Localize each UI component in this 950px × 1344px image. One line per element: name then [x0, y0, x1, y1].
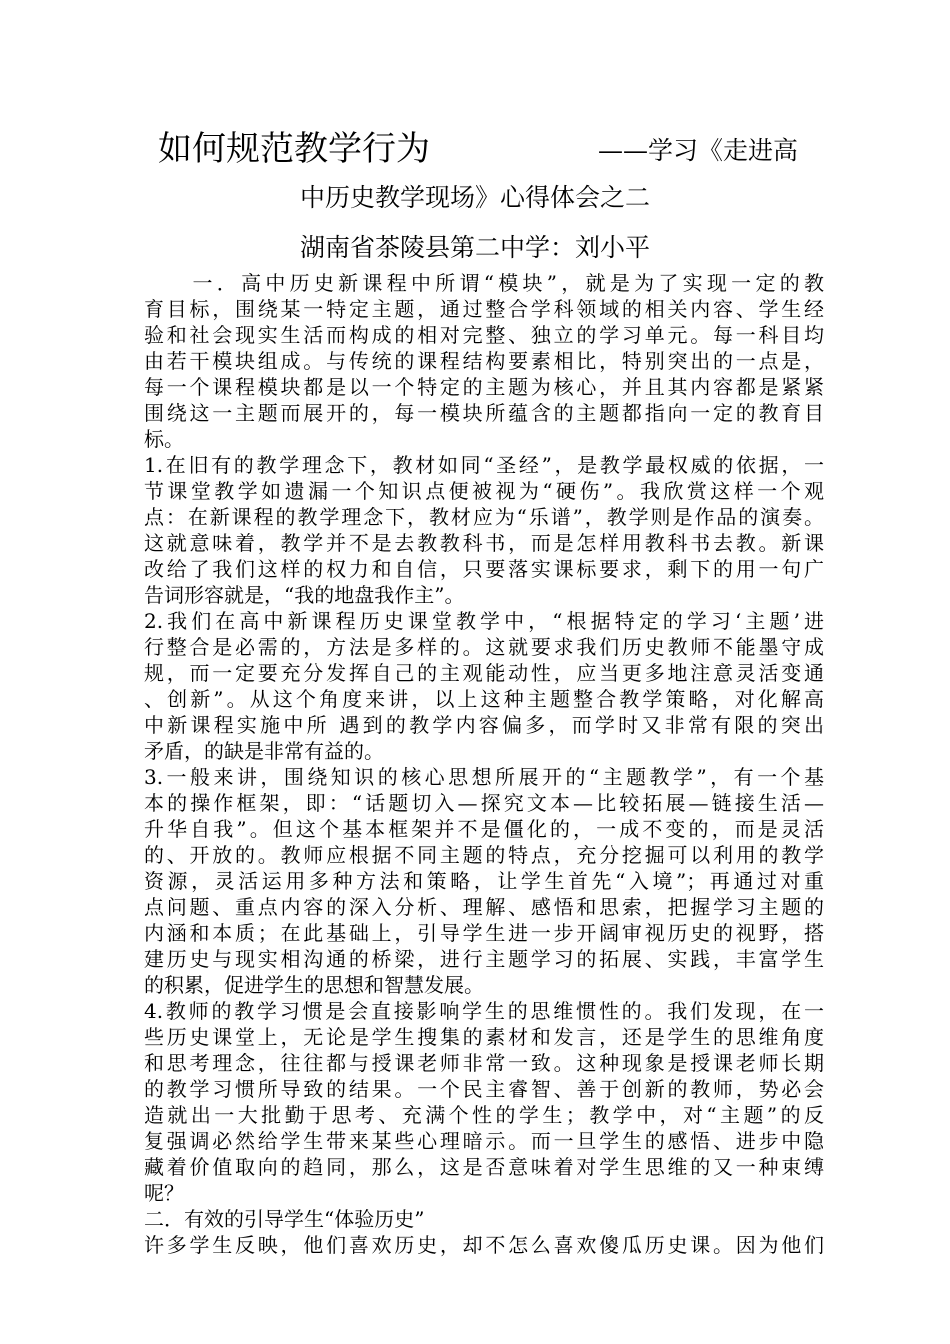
- body-line: 每一个课程模块都是以一个特定的主题为核心，并且其内容都是紧紧: [144, 375, 824, 399]
- body-line: 呢？: [144, 1181, 184, 1205]
- body-line: 2.我们在高中新课程历史课堂教学中，“根据特定的学习‘主题’进: [144, 609, 824, 633]
- body-line: 建历史与现实相沟通的桥梁，进行主题学习的拓展、实践，丰富学生: [144, 947, 824, 971]
- body-line: 本的操作框架，即：“话题切入—探究文本—比较拓展—链接生活—: [144, 791, 824, 815]
- body-line: 一．高中历史新课程中所谓“模块”，就是为了实现一定的教: [144, 271, 824, 295]
- body-line: 的积累，促进学生的思想和智慧发展。: [144, 973, 484, 997]
- body-line: 中新课程实施中所 遇到的教学内容偏多，而学时又非常有限的突出: [144, 713, 824, 737]
- title-continuation: 中历史教学现场》心得体会之二: [299, 183, 650, 212]
- body-line: 标。: [144, 427, 184, 451]
- body-line: 资源，灵活运用多种方法和策略，让学生首先“入境”；再通过对重: [144, 869, 824, 893]
- body-line: 些历史课堂上，无论是学生搜集的素材和发言，还是学生的思维角度: [144, 1025, 824, 1049]
- body-line: 点问题、重点内容的深入分析、理解、感悟和思索，把握学习主题的: [144, 895, 824, 919]
- body-line: 、创新”。从这个角度来讲，以上这种主题整合教学策略，对化解高: [144, 687, 824, 711]
- body-line: 造就出一大批勤于思考、充满个性的学生；教学中，对“主题”的反: [144, 1103, 824, 1127]
- body-line: 告词形容就是，“我的地盘我作主”。: [144, 583, 465, 607]
- body-line: 这就意味着，教学并不是去教教科书，而是怎样用教科书去教。新课: [144, 531, 824, 555]
- body-line: 升华自我”。但这个基本框架并不是僵化的，一成不变的，而是灵活: [144, 817, 824, 841]
- body-line: 复强调必然给学生带来某些心理暗示。而一旦学生的感悟、进步中隐: [144, 1129, 824, 1153]
- body-line: 节课堂教学如遗漏一个知识点便被视为“硬伤”。我欣赏这样一个观: [144, 479, 824, 503]
- title-subtitle: ——学习《走进高: [598, 136, 799, 165]
- body-line: 的、开放的。教师应根据不同主题的特点，充分挖掘可以利用的教学: [144, 843, 824, 867]
- body-line: 许多学生反映，他们喜欢历史，却不怎么喜欢傻瓜历史课。因为他们: [144, 1233, 824, 1257]
- body-line: 由若干模块组成。与传统的课程结构要素相比，特别突出的一点是，: [144, 349, 824, 373]
- author-line: 湖南省茶陵县第二中学：刘小平: [299, 233, 650, 262]
- body-line: 二．有效的引导学生“体验历史”: [144, 1207, 425, 1231]
- body-line: 矛盾，的缺是非常有益的。: [144, 739, 384, 763]
- body-line: 点：在新课程的教学理念下，教材应为“乐谱”，教学则是作品的演奏。: [144, 505, 824, 529]
- body-line: 围绕这一主题而展开的，每一模块所蕴含的主题都指向一定的教育目: [144, 401, 824, 425]
- body-line: 的教学习惯所导致的结果。一个民主睿智、善于创新的教师，势必会: [144, 1077, 824, 1101]
- body-line: 育目标，围绕某一特定主题，通过整合学科领域的相关内容、学生经: [144, 297, 824, 321]
- body-line: 和思考理念，往往都与授课老师非常一致。这种现象是授课老师长期: [144, 1051, 824, 1075]
- body-text: [144, 270, 824, 1258]
- body-line: 藏着价值取向的趋同，那么，这是否意味着对学生思维的又一种束缚: [144, 1155, 824, 1179]
- body-line: 1.在旧有的教学理念下，教材如同“圣经”，是教学最权威的依据，一: [144, 453, 824, 477]
- body-line: 内涵和本质；在此基础上，引导学生进一步开阔审视历史的视野，搭: [144, 921, 824, 945]
- title-main: 如何规范教学行为: [158, 129, 430, 169]
- body-line: 行整合是必需的，方法是多样的。这就要求我们历史教师不能墨守成: [144, 635, 824, 659]
- body-line: 验和社会现实生活而构成的相对完整、独立的学习单元。每一科目均: [144, 323, 824, 347]
- body-line: 改给了我们这样的权力和自信，只要落实课标要求，剩下的用一句广: [144, 557, 824, 581]
- body-line: 3.一般来讲，围绕知识的核心思想所展开的“主题教学”，有一个基: [144, 765, 824, 789]
- document-title: [158, 124, 818, 174]
- body-line: 规，而一定要充分发挥自己的主观能动性，应当更多地注意灵活变通: [144, 661, 824, 685]
- body-line: 4.教师的教学习惯是会直接影响学生的思维惯性的。我们发现，在一: [144, 999, 824, 1023]
